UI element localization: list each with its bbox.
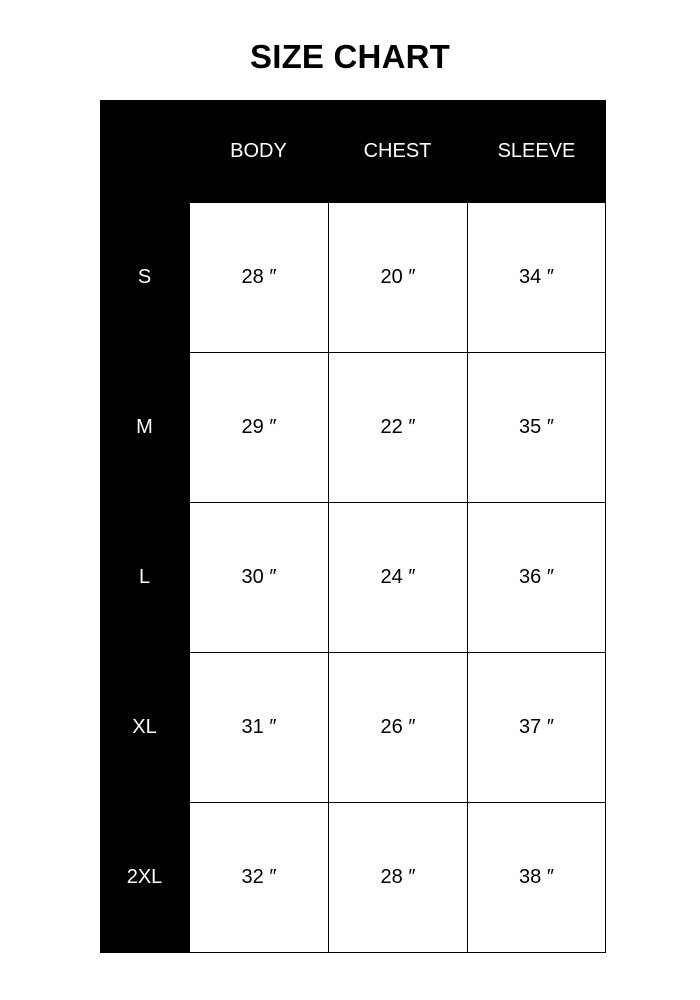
table-cell-2xl-chest: 28 ″ — [328, 802, 468, 953]
table-cell-xl-body: 31 ″ — [189, 652, 329, 803]
column-header-sleeve: SLEEVE — [497, 139, 576, 162]
column-header-chest: CHEST — [363, 139, 432, 162]
table-cell-m-sleeve: 35 ″ — [467, 352, 606, 503]
row-label-2xl: 2XL — [126, 866, 163, 888]
table-cell-xl-sleeve: 37 ″ — [467, 652, 606, 803]
table-cell-s-sleeve: 34 ″ — [467, 202, 606, 353]
row-label-l: L — [138, 565, 151, 588]
row-label-s: S — [137, 265, 152, 288]
table-cell-2xl-sleeve: 38 ″ — [467, 802, 606, 953]
row-label-xl: XL — [132, 715, 157, 738]
page-title: SIZE CHART — [250, 38, 450, 75]
table-cell-m-chest: 22 ″ — [328, 352, 468, 503]
table-cell-s-chest: 20 ″ — [328, 202, 468, 353]
table-cell-l-chest: 24 ″ — [328, 502, 468, 653]
table-cell-s-body: 28 ″ — [189, 202, 329, 353]
column-header-body: BODY — [230, 139, 287, 162]
table-cell-xl-chest: 26 ″ — [328, 652, 468, 803]
table-cell-m-body: 29 ″ — [189, 352, 329, 503]
row-label-m: M — [136, 415, 153, 438]
size-chart-table — [100, 100, 606, 953]
table-cell-l-sleeve: 36 ″ — [467, 502, 606, 653]
table-cell-2xl-body: 32 ″ — [189, 802, 329, 953]
table-cell-l-body: 30 ″ — [189, 502, 329, 653]
